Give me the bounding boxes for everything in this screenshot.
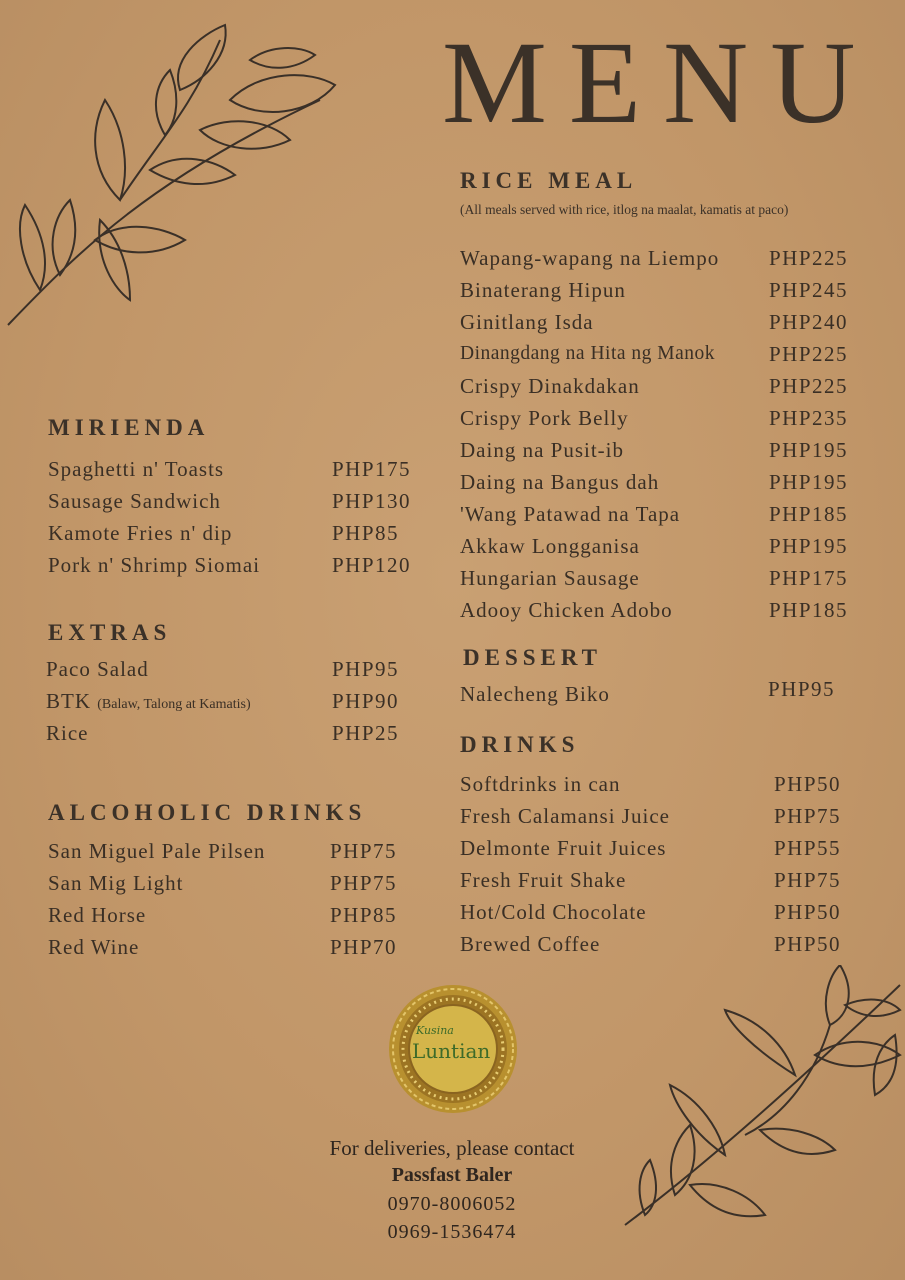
list-item: [48, 549, 428, 581]
item-name: Spaghetti n' Toasts: [48, 457, 225, 481]
list-item: [46, 685, 426, 717]
rice-meal-list: [460, 242, 860, 626]
item-name: Ginitlang Isda: [460, 310, 594, 334]
list-item: [48, 453, 428, 485]
item-price: PHP85: [332, 521, 400, 545]
item-name-text: Rice: [46, 721, 89, 745]
item-name: Hungarian Sausage: [460, 566, 640, 590]
rice-meal-heading: RICE MEAL: [460, 168, 638, 193]
item-name: Softdrinks in can: [460, 772, 621, 796]
item-price: PHP25: [332, 721, 400, 745]
list-item: [460, 242, 860, 274]
list-item: [48, 517, 428, 549]
item-name: Binaterang Hipun: [460, 278, 626, 302]
item-price: PHP240: [769, 310, 849, 334]
item-price: PHP75: [330, 871, 398, 895]
item-subtitle: (Balaw, Talong at Kamatis): [97, 697, 251, 712]
item-price: PHP50: [774, 932, 842, 956]
item-name-text: BTK: [46, 689, 91, 713]
item-name: [46, 717, 88, 749]
item-name: San Mig Light: [48, 871, 184, 895]
list-item: [48, 899, 428, 931]
item-price: PHP75: [774, 868, 842, 892]
mirienda-heading: MIRIENDA: [48, 415, 210, 440]
item-name-text: Paco Salad: [46, 657, 149, 681]
list-item: [48, 931, 428, 963]
list-item: [460, 562, 860, 594]
item-name: Wapang-wapang na Liempo: [460, 246, 720, 270]
item-name: Fresh Calamansi Juice: [460, 804, 670, 828]
item-price: PHP120: [332, 553, 412, 577]
logo-text-kusina: Kusina: [416, 1024, 454, 1037]
menu-title: MENU: [442, 17, 878, 148]
item-price: PHP195: [769, 534, 849, 558]
item-name: [46, 685, 251, 721]
list-item: [460, 800, 860, 832]
extras-heading: EXTRAS: [48, 620, 172, 645]
item-price: PHP195: [769, 470, 849, 494]
item-price: PHP245: [769, 278, 849, 302]
item-name: Red Horse: [48, 903, 147, 927]
list-item: [460, 402, 860, 434]
item-name: San Miguel Pale Pilsen: [48, 839, 266, 863]
item-price: PHP175: [769, 566, 849, 590]
item-price: PHP90: [332, 689, 400, 713]
item-price: PHP225: [769, 342, 849, 366]
phone-number-2: 0969-1536474: [387, 1221, 517, 1243]
list-item: [460, 928, 860, 960]
drinks-heading: DRINKS: [460, 732, 580, 757]
list-item: [48, 485, 428, 517]
item-name: Crispy Dinakdakan: [460, 374, 640, 398]
item-name: Adooy Chicken Adobo: [460, 598, 673, 622]
rice-meal-note: (All meals served with rice, itlog na maalat, kamatis at paco): [460, 202, 789, 217]
item-name: Sausage Sandwich: [48, 489, 221, 513]
item-price: PHP225: [769, 374, 849, 398]
item-name: Daing na Bangus dah: [460, 470, 660, 494]
dessert-list: [460, 678, 860, 710]
item-price: PHP75: [774, 804, 842, 828]
list-item: [48, 835, 428, 867]
item-name: Pork n' Shrimp Siomai: [48, 553, 261, 577]
item-price: PHP85: [330, 903, 398, 927]
delivery-partner-name: Passfast Baler: [391, 1164, 513, 1186]
item-price: PHP185: [769, 598, 849, 622]
leaf-branch-top-left-illustration: [0, 20, 350, 340]
item-price: PHP130: [332, 489, 412, 513]
list-item: [460, 768, 860, 800]
dessert-heading: DESSERT: [463, 645, 603, 670]
item-name: Brewed Coffee: [460, 932, 601, 956]
item-name: Fresh Fruit Shake: [460, 868, 627, 892]
item-price: PHP235: [769, 406, 849, 430]
list-item: [460, 594, 860, 626]
item-price: PHP225: [769, 246, 849, 270]
leaf-branch-bottom-right-illustration: [615, 965, 905, 1255]
item-price: PHP50: [774, 900, 842, 924]
list-item: [460, 370, 860, 402]
extras-list: [46, 653, 426, 749]
item-price: PHP185: [769, 502, 849, 526]
list-item: [460, 466, 860, 498]
item-name: Daing na Pusit-ib: [460, 438, 624, 462]
item-name: Crispy Pork Belly: [460, 406, 629, 430]
drinks-list: [460, 768, 860, 960]
phone-number-1: 0970-8006052: [387, 1193, 517, 1215]
list-item: [48, 867, 428, 899]
alcoholic-drinks-heading: ALCOHOLIC DRINKS: [48, 800, 367, 825]
item-name: Red Wine: [48, 935, 140, 959]
item-name: 'Wang Patawad na Tapa: [460, 502, 681, 526]
item-name: Akkaw Longganisa: [460, 534, 640, 558]
list-item: [46, 717, 426, 749]
item-price: PHP95: [768, 677, 836, 701]
item-price: PHP55: [774, 836, 842, 860]
alcoholic-drinks-list: [48, 835, 428, 963]
logo-text-luntian: Luntian: [412, 1039, 491, 1063]
list-item: [460, 530, 860, 562]
kusina-luntian-logo: [386, 982, 520, 1116]
item-name: Kamote Fries n' dip: [48, 521, 233, 545]
item-name: Delmonte Fruit Juices: [460, 836, 667, 860]
list-item: [460, 864, 860, 896]
item-price: PHP70: [330, 935, 398, 959]
item-name: [46, 653, 149, 685]
list-item: [460, 832, 860, 864]
item-name: Hot/Cold Chocolate: [460, 900, 647, 924]
list-item: [460, 434, 860, 466]
item-price: PHP50: [774, 772, 842, 796]
item-name: Nalecheng Biko: [460, 682, 610, 706]
list-item: [460, 274, 860, 306]
delivery-intro: For deliveries, please contact: [329, 1136, 575, 1160]
list-item: [460, 498, 860, 530]
list-item: [460, 306, 860, 338]
item-price: PHP75: [330, 839, 398, 863]
item-price: PHP195: [769, 438, 849, 462]
item-name: Dinangdang na Hita ng Manok: [460, 343, 716, 364]
mirienda-list: [48, 453, 428, 581]
list-item: [460, 338, 860, 370]
item-price: PHP175: [332, 457, 412, 481]
list-item: [46, 653, 426, 685]
list-item: [460, 896, 860, 928]
item-price: PHP95: [332, 657, 400, 681]
list-item: [460, 678, 860, 710]
